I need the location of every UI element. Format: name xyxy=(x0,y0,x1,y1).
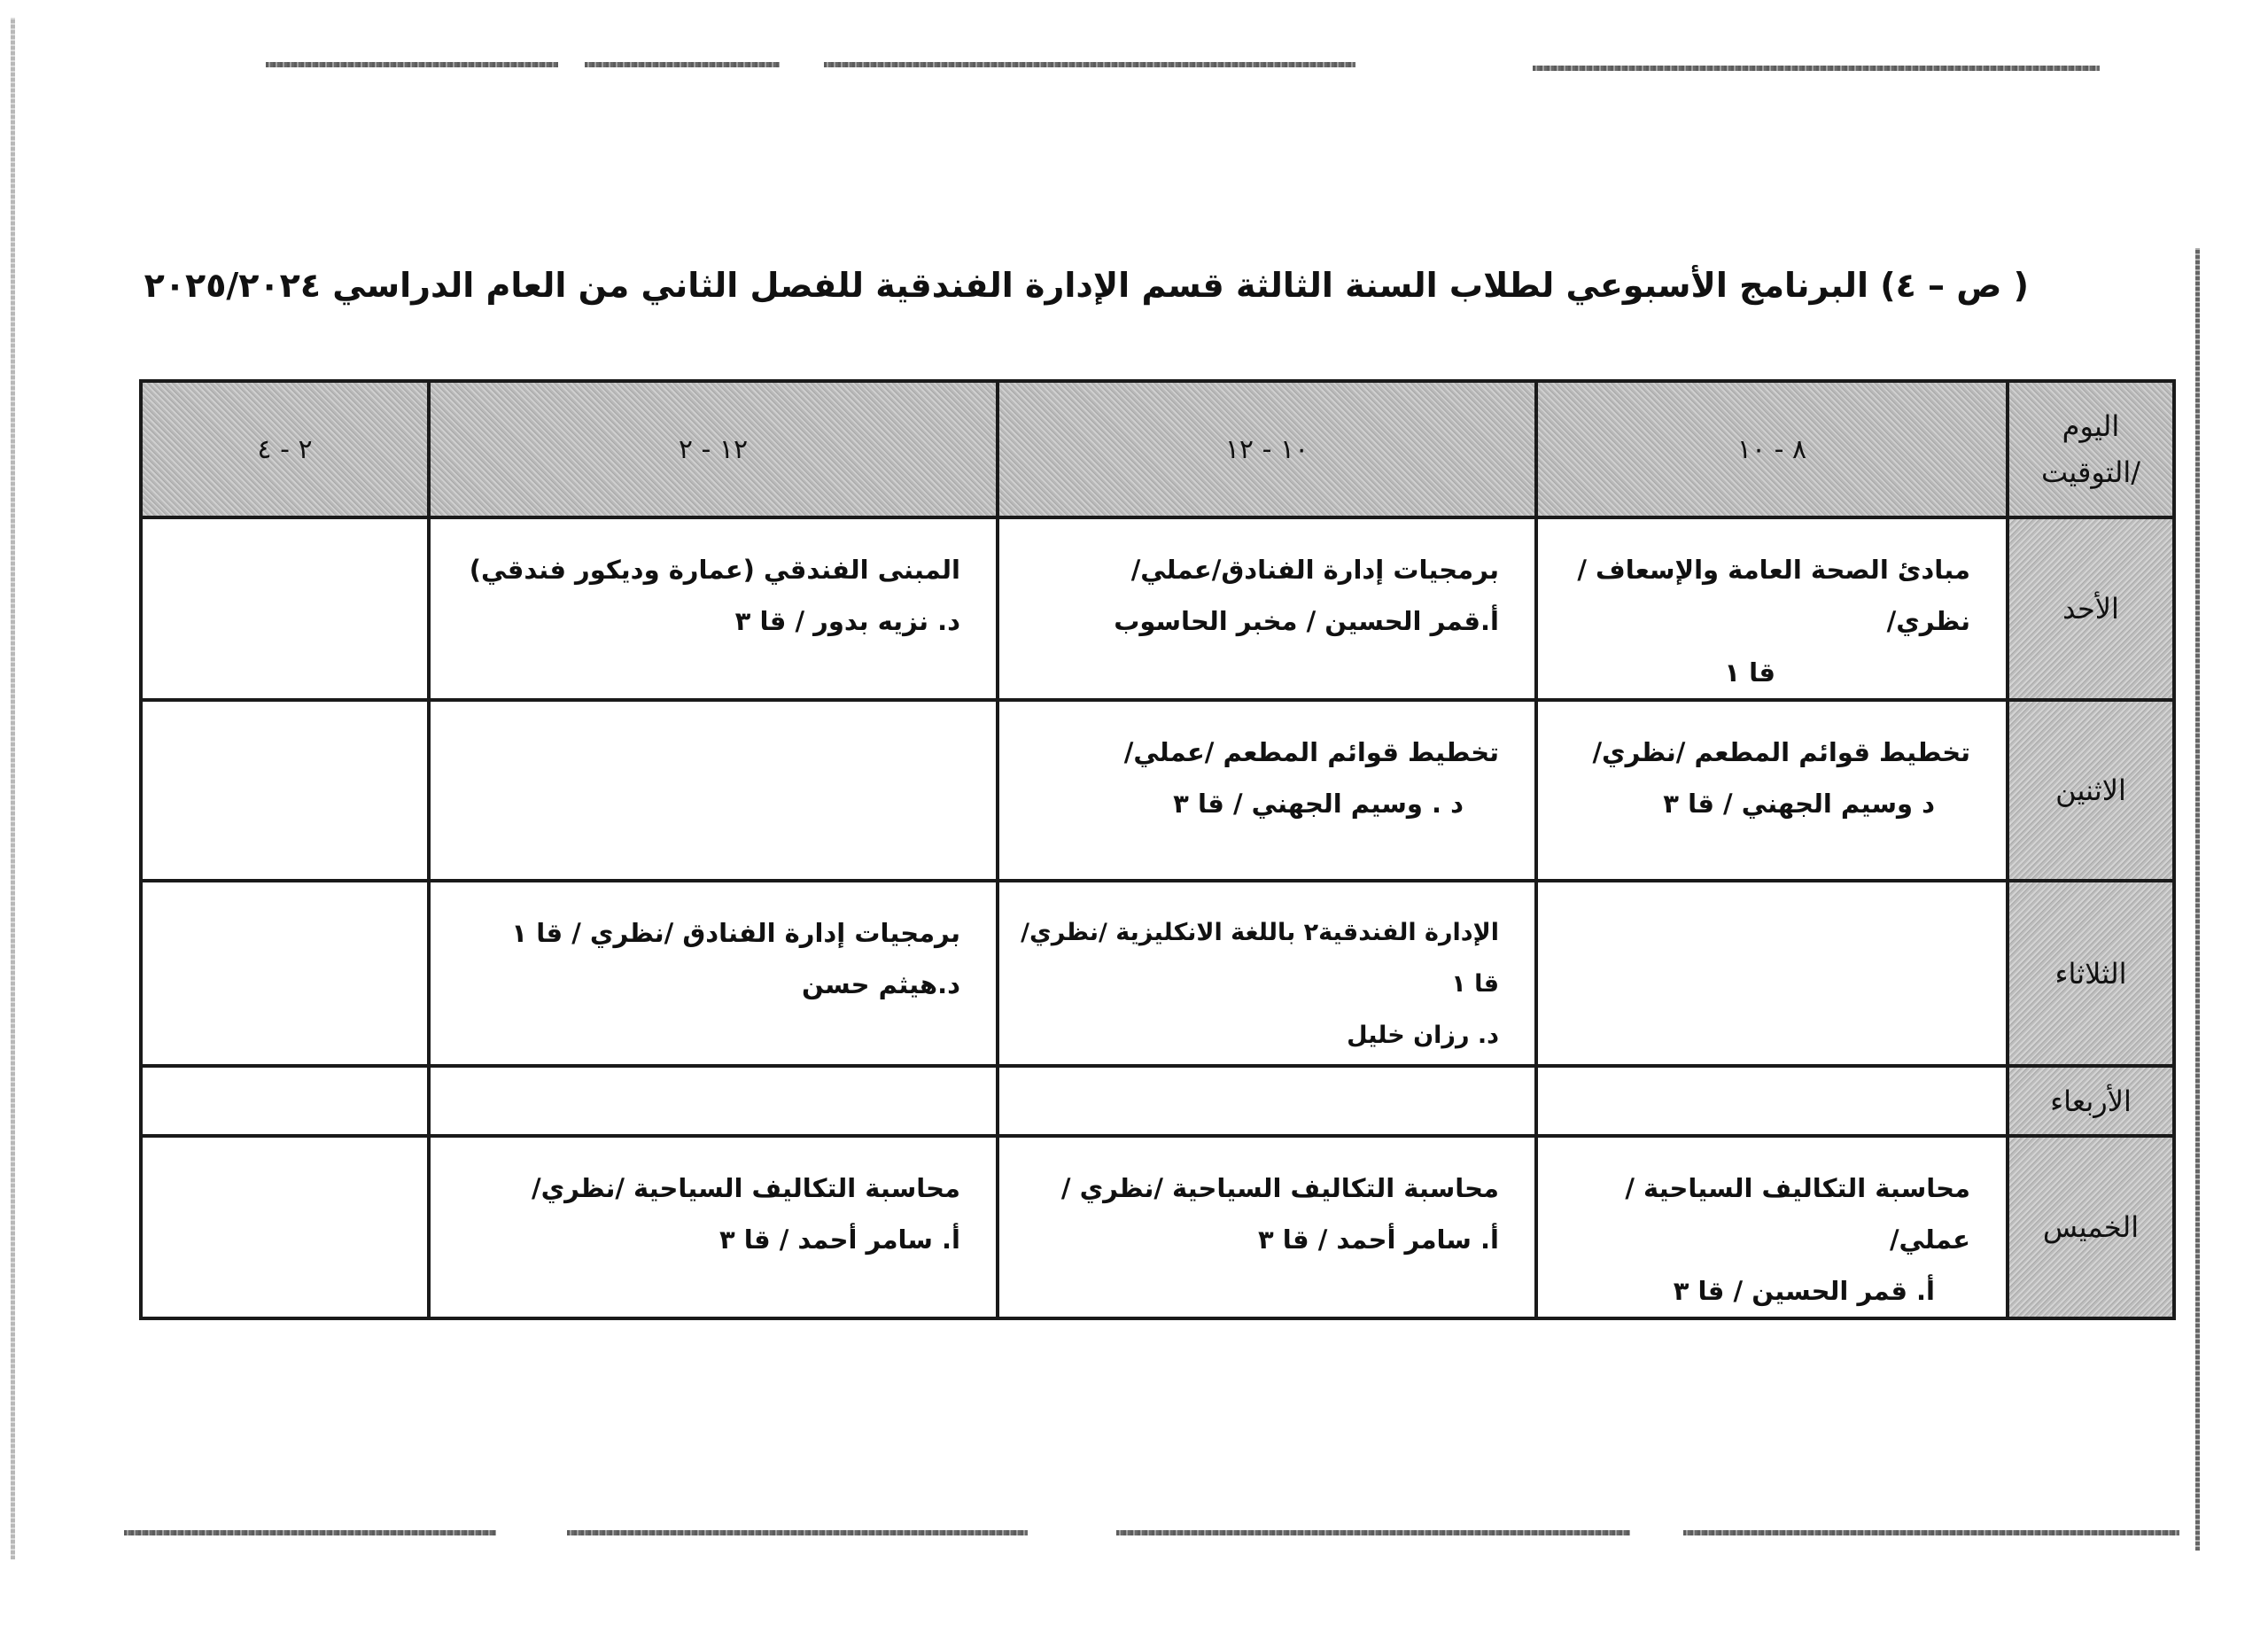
schedule-cell xyxy=(429,700,998,881)
scan-border-top-4 xyxy=(1533,66,2100,71)
instructor-line: د. نزيه بدور / قا ٣ xyxy=(734,606,960,636)
header-slot-1: ٨ - ١٠ xyxy=(1536,381,2008,517)
course-line: محاسبة التكاليف السياحية /عملي/ xyxy=(1625,1173,1970,1255)
day-cell-monday: الاثنين xyxy=(2008,700,2174,881)
scan-border-bottom-4 xyxy=(1683,1530,2179,1535)
table-row-monday xyxy=(141,700,2174,881)
instructor-line: د وسيم الجهني / قا ٣ xyxy=(1663,789,1935,819)
instructor-line: قا ١ xyxy=(1724,657,1775,688)
document-title: ( ص – ٤) البرنامج الأسبوعي لطلاب السنة الثالثة قسم الإدارة الفندقية للفصل الثاني من العام الدراسي ٢٠٢٥/٢٠٢٤ xyxy=(144,266,2029,305)
schedule-cell xyxy=(141,700,429,881)
day-cell-sunday: الأحد xyxy=(2008,517,2174,700)
course-line: محاسبة التكاليف السياحية /نظري/ xyxy=(532,1173,960,1203)
header-time-label: /التوقيت xyxy=(2041,455,2140,489)
weekly-schedule-table xyxy=(139,379,2176,1320)
schedule-cell xyxy=(141,517,429,700)
scan-border-bottom-2 xyxy=(567,1530,1028,1535)
schedule-cell xyxy=(429,1066,998,1136)
table-row-thursday xyxy=(141,1136,2174,1318)
schedule-cell xyxy=(141,1136,429,1318)
instructor-line: أ.قمر الحسين / مخبر الحاسوب xyxy=(1114,606,1499,636)
course-line: الإدارة الفندقية٢ باللغة الانكليزية /نظري/ قا ١ xyxy=(1021,919,1499,998)
instructor-line: أ. سامر أحمد / قا ٣ xyxy=(1257,1224,1499,1255)
day-cell-tuesday: الثلاثاء xyxy=(2008,881,2174,1066)
schedule-cell xyxy=(141,1066,429,1136)
scan-border-top-3 xyxy=(824,62,1355,67)
course-line: تخطيط قوائم المطعم /نظري/ xyxy=(1592,737,1970,767)
day-cell-wednesday: الأربعاء xyxy=(2008,1066,2174,1136)
instructor-line: د.هيثم حسن xyxy=(801,969,960,999)
header-slot-3: ١٢ - ٢ xyxy=(429,381,998,517)
header-day-label: اليوم xyxy=(2062,409,2120,443)
schedule-cell xyxy=(429,517,998,700)
course-line: محاسبة التكاليف السياحية /نظري / xyxy=(1060,1173,1499,1203)
instructor-line: أ. قمر الحسين / قا ٣ xyxy=(1673,1276,1935,1306)
table-row-tuesday xyxy=(141,881,2174,1066)
course-line: تخطيط قوائم المطعم /عملي/ xyxy=(1123,737,1499,767)
schedule-cell xyxy=(998,517,1536,700)
course-line: المبنى الفندقي (عمارة وديكور فندقي) xyxy=(469,555,960,585)
table-row-sunday xyxy=(141,517,2174,700)
schedule-cell xyxy=(1536,1136,2008,1318)
schedule-cell xyxy=(998,1066,1536,1136)
course-line: مبادئ الصحة العامة والإسعاف /نظري/ xyxy=(1577,555,1970,636)
schedule-cell xyxy=(998,700,1536,881)
scan-border-bottom-1 xyxy=(124,1530,496,1535)
instructor-line: د . وسيم الجهني / قا ٣ xyxy=(1173,789,1464,819)
course-line: برمجيات إدارة الفنادق /نظري / قا ١ xyxy=(511,918,960,948)
schedule-cell xyxy=(998,881,1536,1066)
schedule-cell xyxy=(1536,881,2008,1066)
header-slot-2: ١٠ - ١٢ xyxy=(998,381,1536,517)
schedule-cell xyxy=(1536,517,2008,700)
schedule-cell xyxy=(998,1136,1536,1318)
table-row-wednesday xyxy=(141,1066,2174,1136)
schedule-cell xyxy=(1536,700,2008,881)
day-cell-thursday: الخميس xyxy=(2008,1136,2174,1318)
header-row xyxy=(141,381,2174,517)
scan-border-left xyxy=(11,18,15,1559)
header-slot-4: ٢ - ٤ xyxy=(141,381,429,517)
schedule-cell xyxy=(1536,1066,2008,1136)
instructor-line: د. رزان خليل xyxy=(1347,1022,1499,1049)
header-day-time xyxy=(2008,381,2174,517)
scan-border-bottom-3 xyxy=(1116,1530,1630,1535)
schedule-cell xyxy=(429,881,998,1066)
course-line: برمجيات إدارة الفنادق/عملي/ xyxy=(1130,555,1499,585)
scan-border-top-1 xyxy=(266,62,558,67)
schedule-cell xyxy=(141,881,429,1066)
scan-border-top-2 xyxy=(585,62,780,67)
instructor-line: أ. سامر أحمد / قا ٣ xyxy=(718,1224,960,1255)
scan-border-right xyxy=(2195,248,2200,1551)
schedule-cell xyxy=(429,1136,998,1318)
